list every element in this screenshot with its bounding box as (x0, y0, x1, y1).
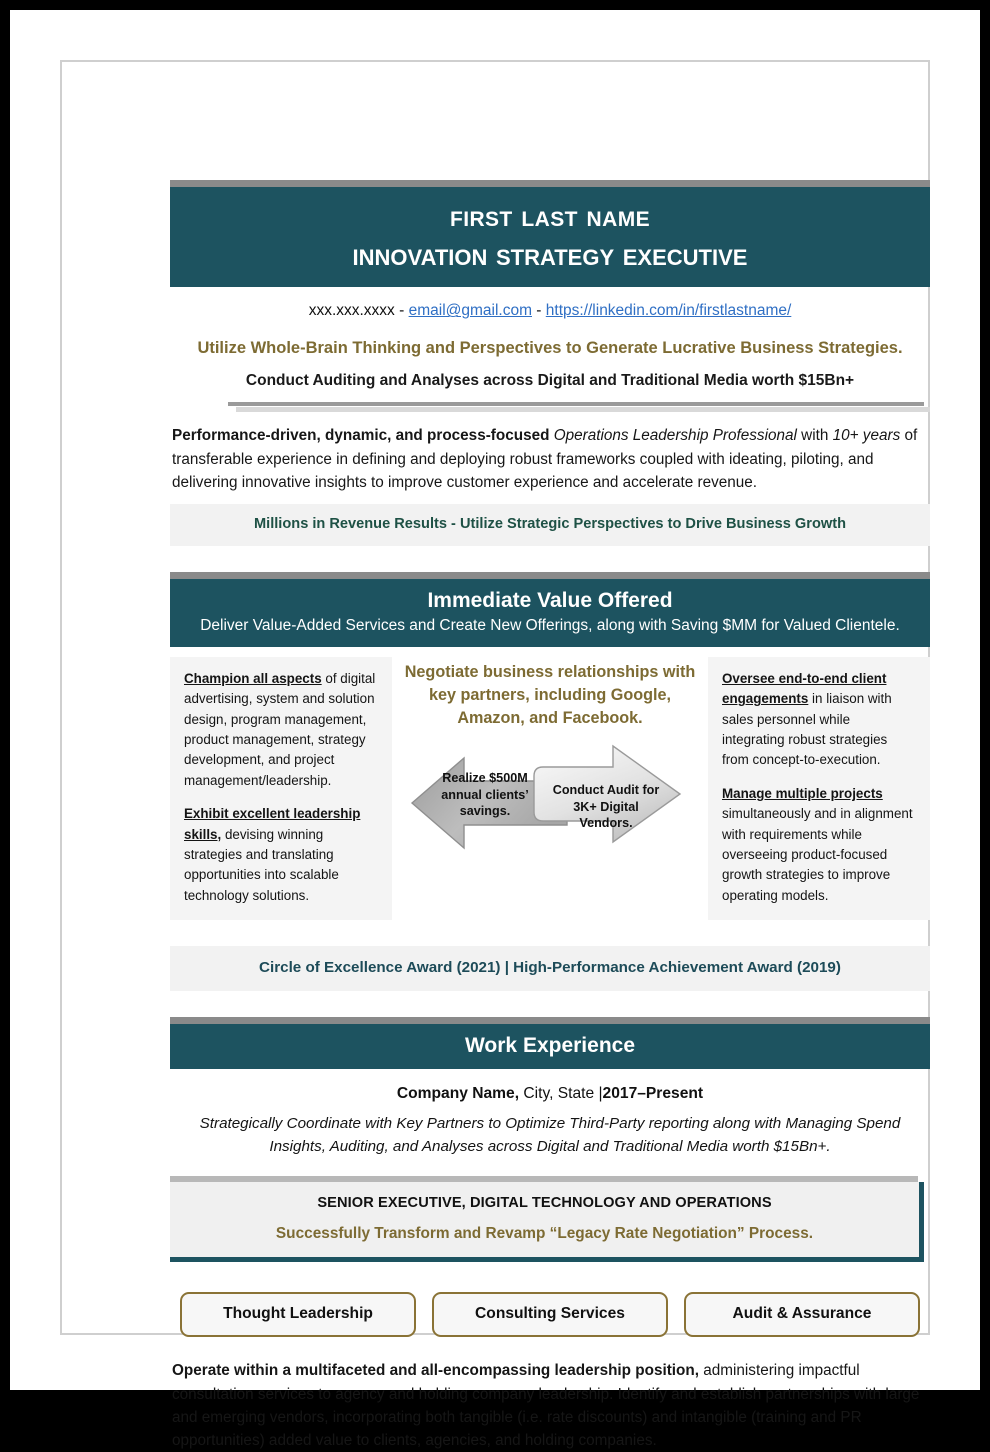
role-summary: Strategically Coordinate with Key Partners to Optimize Third-Party reporting along with Managing Spend Insights, Auditing, and Analyses across Digital and Traditional Media worth $15Bn+. (199, 1114, 901, 1155)
summary-italic-role: Operations Leadership Professional (553, 427, 797, 445)
header-band (170, 180, 930, 287)
linkedin-link[interactable]: https://linkedin.com/in/firstlastname/ (545, 302, 792, 320)
value-band-title: Immediate Value Offered (427, 588, 673, 612)
secondary-tagline: Conduct Auditing and Analyses across Digital and Traditional Media worth $15Bn+ (245, 372, 855, 390)
right-item-1-body: in liaison with sales personnel while integrating robust strategies from concept-to-execution. (722, 691, 892, 768)
spacer-before-awards (170, 920, 930, 946)
professional-summary (170, 422, 930, 504)
summary-bold-lead: Performance-driven, dynamic, and process-focused (172, 427, 554, 445)
left-item-1-body: of digital advertising, system and solution design, program management, product management, strategy development, and project management/leadership. (184, 670, 376, 788)
value-band-subtitle: Deliver Value-Added Services and Create New Offerings, along with Saving $MM for Valued Clientele. (200, 617, 900, 635)
revenue-results-bar: Millions in Revenue Results - Utilize Strategic Perspectives to Drive Business Growth (170, 504, 930, 546)
candidate-title: innovation strategy executive (352, 236, 748, 272)
work-band-title: Work Experience (464, 1033, 636, 1057)
divider-shadow-rule (236, 407, 930, 412)
value-right-column (708, 657, 930, 920)
job-achievement-subtitle: Successfully Transform and Revamp “Legacy Rate Negotiation” Process. (275, 1224, 814, 1242)
closing-paragraph (170, 1337, 930, 1452)
closing-body: administering impactful consultation services to agency and holding company leadership. Identify and establish partnerships with large and emerging vendors, incorporating both tangible (i.e. rate discounts) and intangible (training and PR opportunities) added value to clients, agencies, and holding companies. (172, 1362, 920, 1450)
summary-mid: with (796, 427, 833, 445)
section-divider (170, 402, 930, 414)
value-band-top-strip (170, 572, 930, 579)
page-border (60, 60, 930, 1450)
value-band-body (170, 579, 930, 647)
company-name: Company Name, (396, 1084, 520, 1102)
job-box-body (170, 1182, 924, 1262)
contact-separator-2: - (532, 302, 546, 320)
right-item-2-body: simultaneously and in alignment with requirements while overseeing product-focused growth strategies to improve operating models. (722, 806, 913, 903)
skill-pills (180, 1292, 920, 1337)
header-band-body (170, 187, 930, 287)
pill-consulting-services[interactable]: Consulting Services (432, 1292, 668, 1337)
right-item-2-lead: Manage multiple projects (722, 785, 883, 801)
right-column-item-2 (722, 784, 916, 906)
pill-audit-assurance[interactable]: Audit & Assurance (684, 1292, 920, 1337)
closing-bold-lead: Operate within a multifaceted and all-encompassing leadership position, (172, 1362, 699, 1380)
employment-dates: 2017–Present (602, 1084, 704, 1102)
email-link[interactable]: email@gmail.com (408, 302, 532, 320)
spacer-after-awards (170, 991, 930, 1017)
candidate-name: first last name (450, 200, 650, 233)
work-band-top-strip (170, 1017, 930, 1024)
summary-italic-years: 10+ years (832, 427, 901, 445)
awards-bar: Circle of Excellence Award (2021) | High-Performance Achievement Award (2019) (170, 946, 930, 991)
left-column-item-1 (184, 669, 378, 791)
value-offered-band (170, 572, 930, 647)
value-columns (170, 657, 930, 920)
left-item-2-lead: Exhibit excellent leadership skills, (184, 806, 361, 842)
right-item-1-lead: Oversee end-to-end client engagements (722, 670, 887, 707)
work-band-body (170, 1024, 930, 1069)
company-location: City, State | (519, 1084, 603, 1102)
left-item-1-lead: Champion all aspects (184, 670, 322, 686)
center-column-heading: Negotiate business relationships with key partners, including Google, Amazon, and Facebook. (404, 662, 696, 727)
work-experience-band (170, 1017, 930, 1069)
arrow-diagram (402, 736, 698, 871)
arrow-left-label: Realize $500M annual clients’ savings. (441, 770, 529, 819)
left-item-2-body: devising winning strategies and translating opportunities into scalable technology solutions. (184, 826, 339, 903)
arrow-right-label: Conduct Audit for 3K+ Digital Vendors. (552, 782, 660, 831)
contact-line (170, 287, 930, 328)
right-column-item-1 (722, 669, 916, 771)
divider-main-rule (228, 402, 924, 406)
pill-thought-leadership[interactable]: Thought Leadership (180, 1292, 416, 1337)
page-canvas (10, 10, 980, 1450)
header-band-top-strip (170, 180, 930, 187)
left-column-item-2 (184, 804, 378, 906)
value-left-column (170, 657, 392, 920)
phone-number: xxx.xxx.xxxx (308, 302, 395, 320)
spacer-after-revenue-bar (170, 546, 930, 572)
resume-document (170, 180, 930, 1452)
summary-rest: of transferable experience in defining and deploying robust frameworks coupled with ideating, piloting, and delivering innovative insights to improve customer experience and accelerate revenue. (172, 427, 918, 491)
headline-tagline: Utilize Whole-Brain Thinking and Perspectives to Generate Lucrative Business Strategies. (197, 339, 903, 358)
contact-separator-1: - (394, 302, 409, 320)
company-line (170, 1069, 930, 1109)
job-title-box (170, 1176, 930, 1268)
job-title: SENIOR EXECUTIVE, DIGITAL TECHNOLOGY AND OPERATIONS (317, 1195, 772, 1212)
value-center-column (392, 657, 708, 920)
